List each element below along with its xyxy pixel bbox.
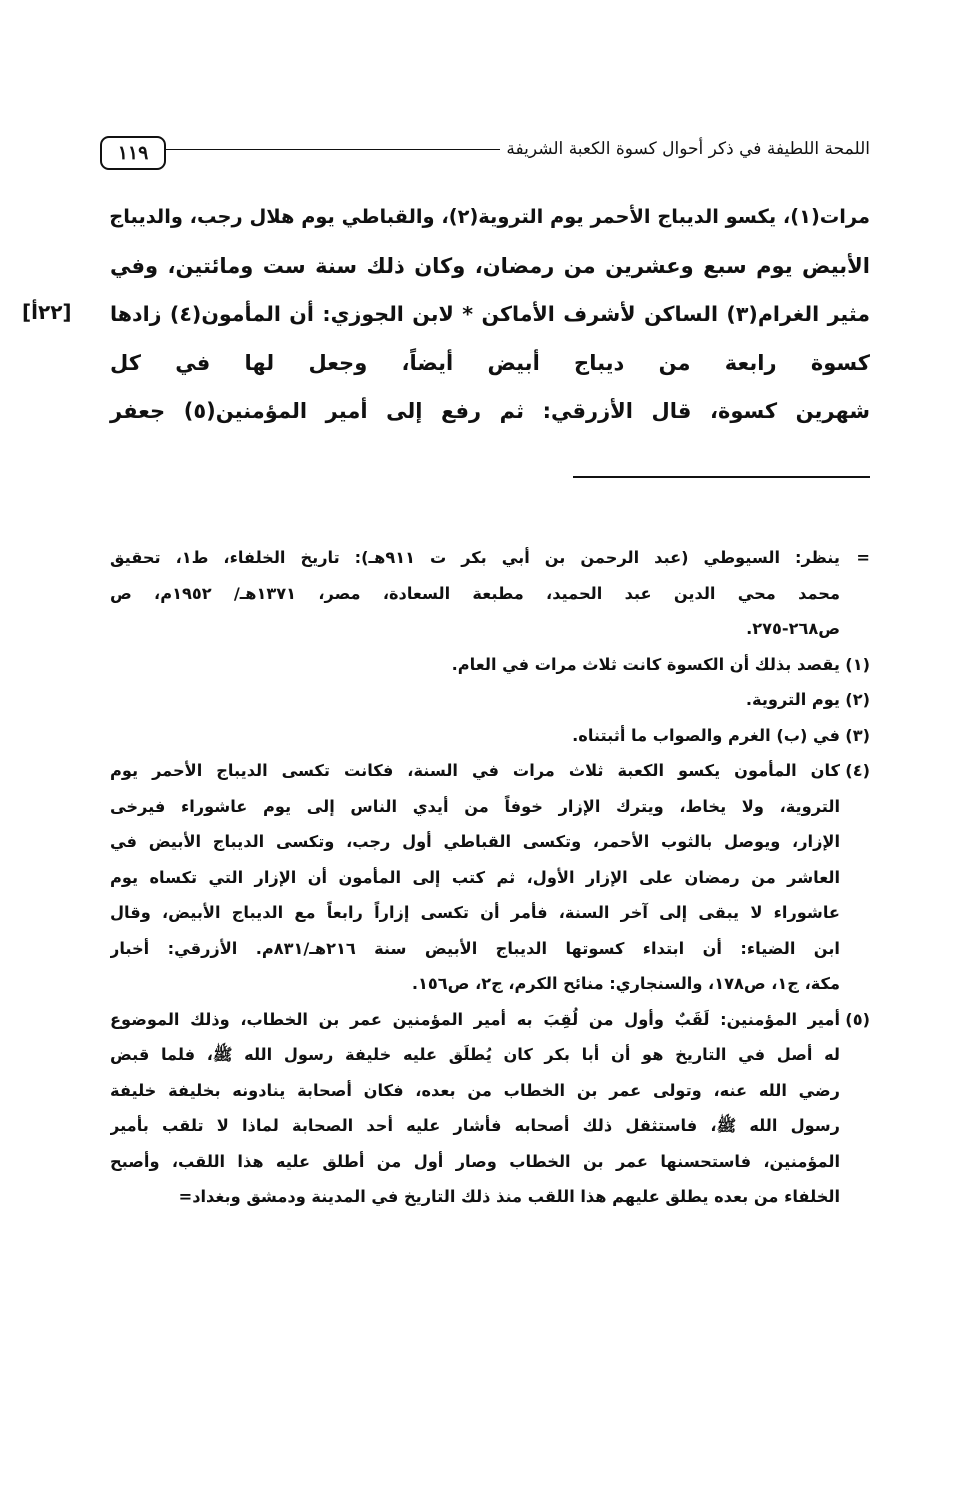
main-line: الأبيض يوم سبع وعشرين من رمضان، وكان ذلك سنة ست ومائتين، وفي (110, 253, 870, 278)
main-line: شهرين كسوة، قال الأزرقي: ثم رفع إلى أمير المؤمنين(٥) جعفر (110, 399, 870, 423)
footnote-line: في (ب) الغرم والصواب ما أثبتناه. (572, 725, 840, 745)
footnote-line: يقصد بذلك أن الكسوة كانت ثلاث مرات في العام. (451, 654, 840, 674)
footnote-separator (573, 476, 870, 478)
footnotes (110, 540, 870, 1215)
main-line: مرات(١)، يكسو الديباج الأحمر يوم التروية(٢)، والقباطي يوم هلال رجب، والديباج (109, 205, 870, 228)
manuscript-folio-ref: [٢٢أ] (22, 300, 72, 324)
footnote-line: عاشوراء لا يبقى إلى آخر السنة، فأمر أن تكسى إزاراً رابعاً مع الديباج الأبيض، وقال (110, 903, 840, 922)
header-title: اللمحة اللطيفة في ذكر أحوال كسوة الكعبة الشريفة (500, 138, 870, 160)
footnote-line: العاشر من رمضان على الإزار الأول، ثم كتب إلى المأمون أن الإزار التي تكساه يوم (110, 867, 840, 887)
footnote-line: الإزار، ويوصل بالثوب الأحمر، وتكسى القباطي أول رجب، وتكسى الديباج الأبيض في (110, 832, 840, 851)
footnote-4 (110, 753, 870, 1002)
footnote-marker: (١) (845, 654, 870, 674)
footnote-line: التروية، ولا يخاط، ويترك الإزار خوفاً من أيدي الناس إلى يوم عاشوراء فيرخى (110, 796, 840, 816)
main-line: كسوة رابعة من ديباج أبيض أيضاً، وجعل لها في كل (110, 350, 870, 375)
footnote-marker: = (856, 548, 870, 567)
footnote-line: له أصل في التاريخ هو أن أبا بكر كان يُطلَق عليه خليفة رسول الله ﷺ، فلما قبض (110, 1045, 840, 1064)
main-text (110, 193, 870, 436)
main-line: مثير الغرام(٣) الساكن لأشرف الأماكن * لابن الجوزي: أن المأمون(٤) زادها (110, 302, 870, 326)
footnote-3 (110, 718, 870, 754)
footnote-5 (110, 1002, 870, 1215)
footnote-marker: (٢) (845, 690, 870, 709)
footnote-marker: (٤) (845, 761, 870, 780)
footnote-line: يوم التروية. (745, 690, 840, 709)
footnote-marker: (٥) (845, 1009, 870, 1029)
footnote-line: ينظر: السيوطي (عبد الرحمن بن أبي بكر ت ٩١١هـ): تاريخ الخلفاء، ط١، تحقيق (110, 548, 840, 567)
running-header (100, 136, 870, 176)
footnote-line: ص٢٦٨-٢٧٥. (746, 619, 840, 638)
footnote-line: المؤمنين، فاستحسنها عمر بن الخطاب وصار أول من أطلق عليه هذا اللقب، وأصبح (110, 1151, 840, 1171)
footnote-line: مكة، ج١، ص١٧٨، والسنجاري: منائح الكرم، ج٢، ص١٥٦. (411, 974, 840, 993)
page-number: ١١٩ (100, 136, 166, 170)
footnote-line: كان المأمون يكسو الكعبة ثلاث مرات في السنة، فكانت تكسى الديباج الأحمر يوم (110, 761, 840, 780)
footnote-line: محمد محي الدين عبد الحميد، مطبعة السعادة، مصر، ١٣٧١هـ/ ١٩٥٢م، ص (110, 583, 840, 603)
footnote-line: أمير المؤمنين: لَقَبٌ وأول من لُقِبَ به أمير المؤمنين عمر بن الخطاب، وذلك الموضوع (110, 1009, 840, 1029)
footnote-marker: (٣) (845, 725, 870, 745)
footnote-line: رضي الله عنه، وتولى عمر بن الخطاب من بعده، فكان أصحابة ينادونه بخليفة خليفة (110, 1080, 840, 1100)
footnote-continued (110, 540, 870, 647)
footnote-2 (110, 682, 870, 718)
footnote-1 (110, 647, 870, 683)
footnote-line: رسول الله ﷺ، فاستثقل ذلك أصحابه فأشار عليه أحد الصحابة لماذا لا تلقب بأمير (110, 1116, 840, 1135)
footnote-line: ابن الضياء: أن ابتداء كسوتها الديباج الأبيض سنة ٢١٦هـ/٨٣١م. الأزرقي: أخبار (110, 938, 840, 958)
footnote-line: الخلفاء من بعده يطلق عليهم هذا اللقب منذ ذلك التاريخ في المدينة ودمشق وبغداد= (178, 1187, 840, 1206)
